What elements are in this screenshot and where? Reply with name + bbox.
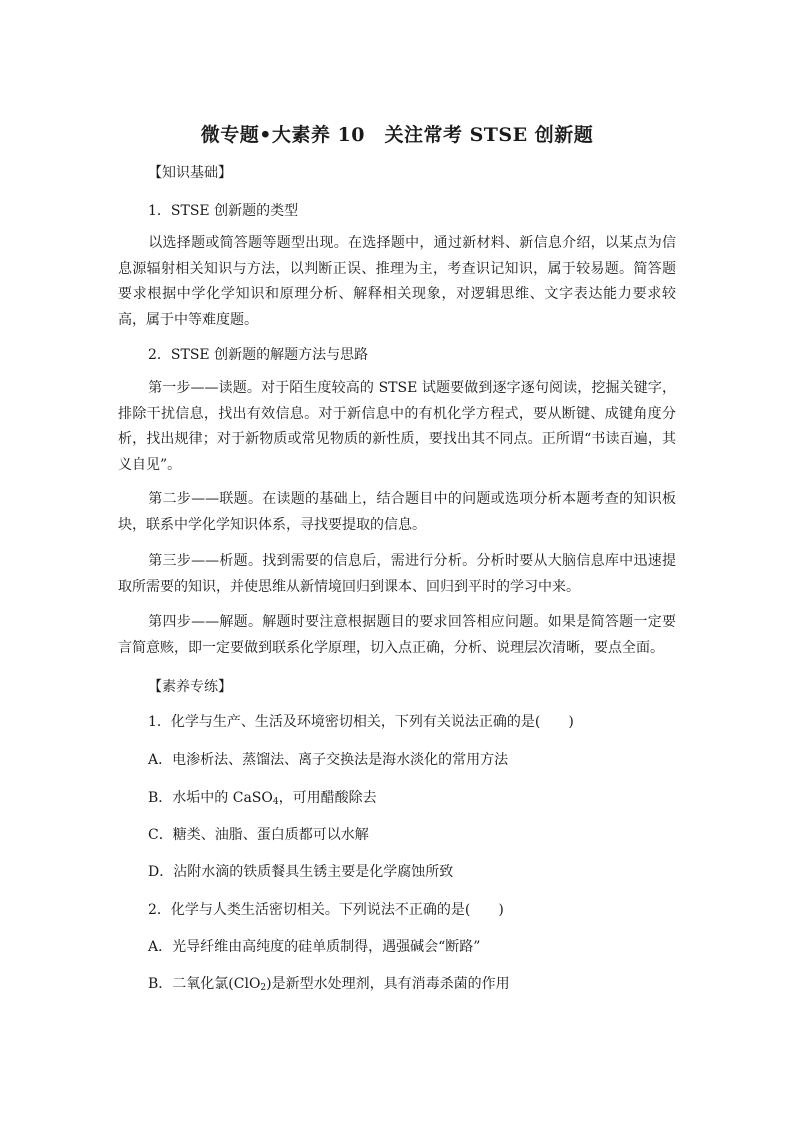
option-text: B．二氧化氯(ClO <box>148 976 261 992</box>
question-1-option-b <box>148 787 377 807</box>
option-text: )是新型水处理剂，具有消毒杀菌的作用 <box>266 976 510 992</box>
paragraph-step-two <box>118 487 676 538</box>
option-text: B．水垢中的 CaSO <box>148 790 273 806</box>
paragraph-step-four <box>118 610 676 661</box>
subscript: 4 <box>272 797 279 807</box>
question-1-option-c: C．糖类、油脂、蛋白质都可以水解 <box>148 827 369 843</box>
section-heading-practice: 【素养专练】 <box>148 679 232 695</box>
subscript: 2 <box>260 983 267 993</box>
question-2-option-a: A．光导纤维由高纯度的硅单质制得，遇强碱会“断路” <box>148 939 481 955</box>
paragraph-text: 第一步——读题。对于陌生度较高的 STSE 试题要做到逐字逐句阅读，挖掘关键字，排除干扰信息，找出有效信息。对于新信息中的有机化学方程式，要从断键、成键角度分析，找出规律；对于新物质或常见物质的新性质，要找出其不同点。正所谓“书读百遍，其义自见”。 <box>118 380 676 473</box>
subheading-method: 2．STSE 创新题的解题方法与思路 <box>148 347 369 363</box>
paragraph-text: 第四步——解题。解题时要注意根据题目的要求回答相应问题。如果是简答题一定要言简意赅，即一定要做到联系化学原理，切入点正确，分析、说理层次清晰，要点全面。 <box>118 614 676 656</box>
paragraph-type-description <box>118 231 676 333</box>
question-1-option-d: D．沾附水滴的铁质餐具生锈主要是化学腐蚀所致 <box>148 864 454 880</box>
question-2-stem: 2．化学与人类生活密切相关。下列说法不正确的是( ) <box>148 902 504 918</box>
question-1-stem: 1．化学与生产、生活及环境密切相关，下列有关说法正确的是( ) <box>148 714 574 730</box>
paragraph-step-three <box>118 549 676 600</box>
section-heading-basic: 【知识基础】 <box>148 165 232 181</box>
page-title: 微专题•大素养 10 关注常考 STSE 创新题 <box>200 124 594 146</box>
paragraph-text: 第二步——联题。在读题的基础上，结合题目中的问题或选项分析本题考查的知识板块，联系中学化学知识体系，寻找要提取的信息。 <box>118 491 676 533</box>
question-2-option-b <box>148 973 510 993</box>
paragraph-text: 第三步——析题。找到需要的信息后，需进行分析。分析时要从大脑信息库中迅速提取所需要的知识，并使思维从新情境回归到课本、回归到平时的学习中来。 <box>118 553 676 595</box>
paragraph-text: 以选择题或简答题等题型出现。在选择题中，通过新材料、新信息介绍，以某点为信息源辐射相关知识与方法，以判断正误、推理为主，考查识记知识，属于较易题。简答题要求根据中学化学知识和原理分析、解释相关现象，对逻辑思维、文字表达能力要求较高，属于中等难度题。 <box>118 235 676 328</box>
question-1-option-a: A．电渗析法、蒸馏法、离子交换法是海水淡化的常用方法 <box>148 752 509 768</box>
paragraph-step-one <box>118 376 676 478</box>
option-text: ，可用醋酸除去 <box>278 790 377 806</box>
subheading-type: 1．STSE 创新题的类型 <box>148 203 299 219</box>
